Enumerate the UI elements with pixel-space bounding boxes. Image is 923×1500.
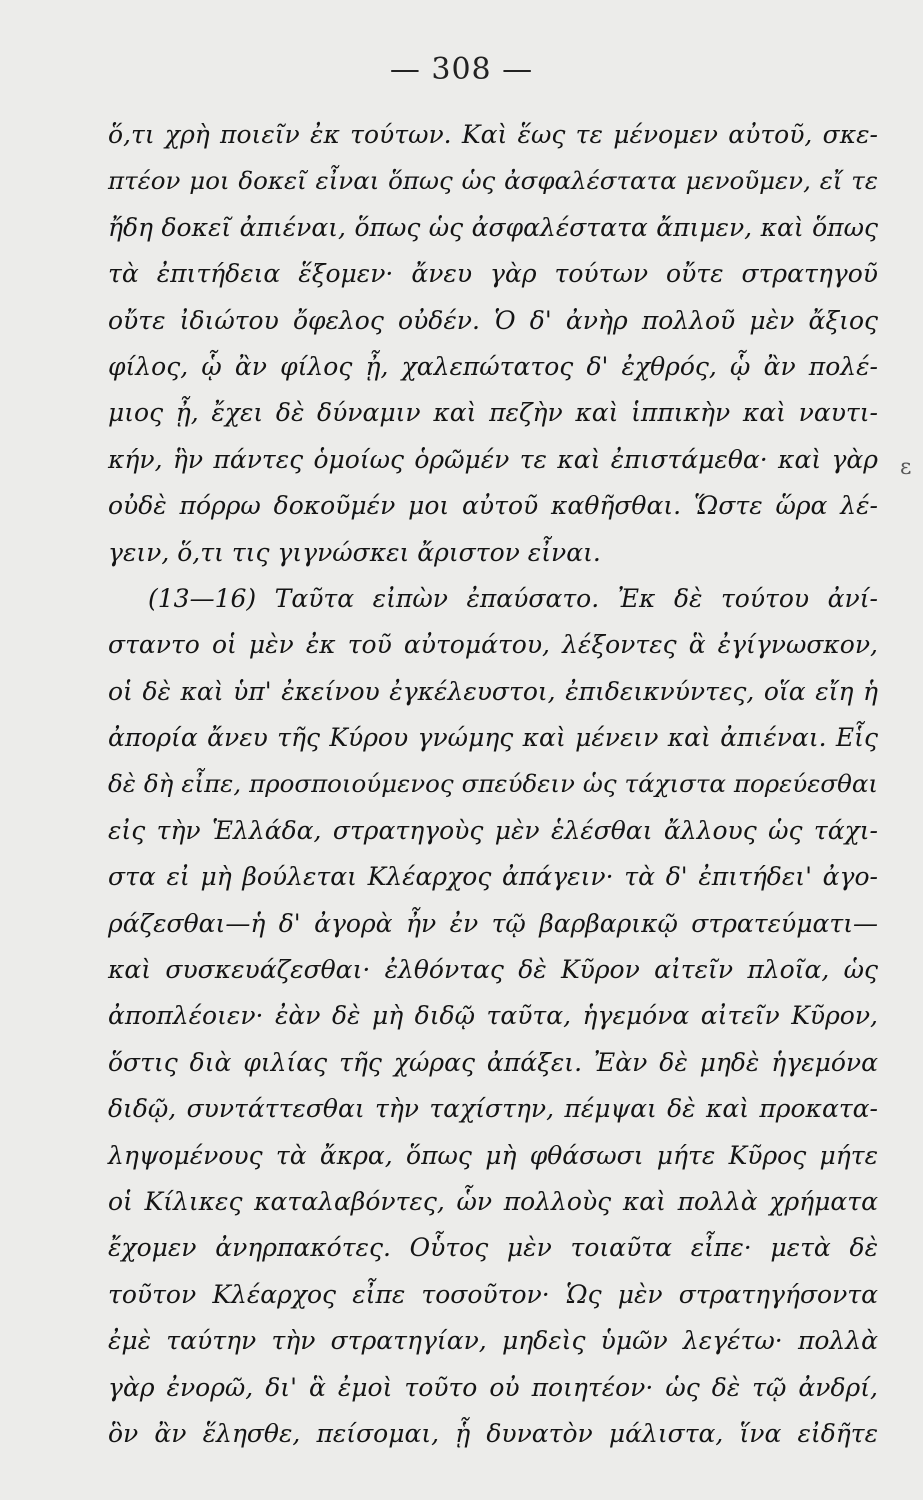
text-line: ὅ,τι χρὴ ποιεῖν ἐκ τούτων. Καὶ ἕως τε μένομεν αὐτοῦ, σκε- <box>108 120 878 149</box>
text-line: ληψομένους τὰ ἄκρα, ὅπως μὴ φθάσωσι μήτε Κῦρος μήτε <box>108 1140 878 1170</box>
body-text <box>108 112 878 1457</box>
text-line: κήν, ἣν πάντες ὁμοίως ὁρῶμέν τε καὶ ἐπιστάμεθα· καὶ γὰρ <box>108 444 878 474</box>
text-line: οὐδὲ πόρρω δοκοῦμέν μοι αὐτοῦ καθῆσθαι. Ὥστε ὥρα λέ- <box>108 491 878 521</box>
text-line: οἱ δὲ καὶ ὑπ' ἐκείνου ἐγκέλευστοι, ἐπιδεικνύντες, οἵα εἴη ἡ <box>108 676 878 706</box>
text-line: ἀπορία ἄνευ τῆς Κύρου γνώμης καὶ μένειν καὶ ἀπιέναι. Εἷς <box>108 723 878 753</box>
text-line: σταντο οἱ μὲν ἐκ τοῦ αὐτομάτου, λέξοντες ἃ ἐγίγνωσκον, <box>108 630 878 660</box>
text-line: καὶ συσκευάζεσθαι· ἐλθόντας δὲ Κῦρον αἰτεῖν πλοῖα, ὡς <box>108 955 878 985</box>
text-line: τοῦτον Κλέαρχος εἶπε τοσοῦτον· Ὡς μὲν στρατηγήσοντα <box>108 1279 878 1309</box>
text-line: φίλος, ᾧ ἂν φίλος ᾖ, χαλεπώτατος δ' ἐχθρός, ᾧ ἂν πολέ- <box>108 351 878 381</box>
text-line: (13—16) Ταῦτα εἰπὼν ἐπαύσατο. Ἐκ δὲ τούτου ἀνί- <box>148 583 878 613</box>
text-line: δὲ δὴ εἶπε, προσποιούμενος σπεύδειν ὡς τάχιστα πορεύεσθαι <box>108 769 878 799</box>
text-line: οἱ Κίλικες καταλαβόντες, ὧν πολλοὺς καὶ πολλὰ χρήματα <box>108 1186 878 1216</box>
text-line: ἔχομεν ἀνηρπακότες. Οὗτος μὲν τοιαῦτα εἶπε· μετὰ δὲ <box>108 1233 878 1263</box>
text-line: ὃν ἂν ἕλησθε, πείσομαι, ᾗ δυνατὸν μάλιστα, ἵνα εἰδῆτε <box>108 1418 878 1448</box>
text-line: ἀποπλέοιεν· ἐὰν δὲ μὴ διδῷ ταῦτα, ἡγεμόνα αἰτεῖν Κῦρον, <box>108 1001 878 1031</box>
text-line: διδῷ, συντάττεσθαι τὴν ταχίστην, πέμψαι δὲ καὶ προκατα- <box>108 1094 878 1124</box>
text-line: γειν, ὅ,τι τις γιγνώσκει ἄριστον εἶναι. <box>108 537 601 567</box>
page-number: — 308 — <box>389 52 534 87</box>
text-line: τὰ ἐπιτήδεια ἕξομεν· ἄνευ γὰρ τούτων οὔτε στρατηγοῦ <box>108 259 878 289</box>
text-line: οὔτε ἰδιώτου ὄφελος οὐδέν. Ὁ δ' ἀνὴρ πολλοῦ μὲν ἄξιος <box>108 305 878 335</box>
text-line: εἰς τὴν Ἑλλάδα, στρατηγοὺς μὲν ἑλέσθαι ἄλλους ὡς τάχι- <box>108 815 878 845</box>
text-line: ἐμὲ ταύτην τὴν στρατηγίαν, μηδεὶς ὑμῶν λεγέτω· πολλὰ <box>108 1326 878 1356</box>
text-line: ἤδη δοκεῖ ἀπιέναι, ὅπως ὡς ἀσφαλέστατα ἄπιμεν, καὶ ὅπως <box>108 212 878 242</box>
text-line: πτέον μοι δοκεῖ εἶναι ὅπως ὡς ἀσφαλέστατα μενοῦμεν, εἴ τε <box>108 166 878 196</box>
margin-mark: ε <box>900 455 912 480</box>
text-line: μιος ᾖ, ἔχει δὲ δύναμιν καὶ πεζὴν καὶ ἱππικὴν καὶ ναυτι- <box>108 398 878 428</box>
text-line: ὅστις διὰ φιλίας τῆς χώρας ἀπάξει. Ἐὰν δὲ μηδὲ ἡγεμόνα <box>108 1047 878 1077</box>
text-line: στα εἰ μὴ βούλεται Κλέαρχος ἀπάγειν· τὰ δ' ἐπιτήδει' ἀγο- <box>108 862 878 892</box>
text-line: γὰρ ἐνορῶ, δι' ἃ ἐμοὶ τοῦτο οὐ ποιητέον· ὡς δὲ τῷ ἀνδρί, <box>108 1372 878 1402</box>
text-line: ράζεσθαι—ἡ δ' ἀγορὰ ἦν ἐν τῷ βαρβαρικῷ στρατεύματι— <box>108 908 878 938</box>
